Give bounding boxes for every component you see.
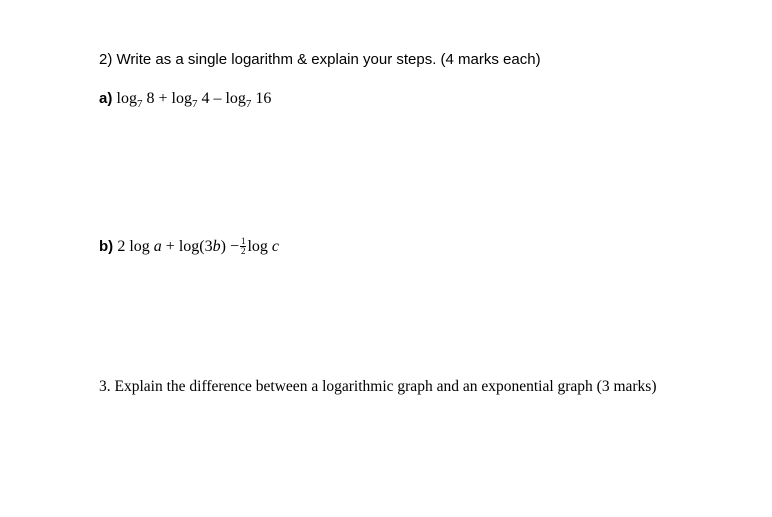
log-close: ) — [220, 238, 226, 256]
fraction-numerator: 1 — [240, 236, 246, 246]
log-term-3: log — [225, 90, 246, 107]
plus-sign: + — [154, 90, 172, 107]
variable-b: b — [212, 238, 221, 256]
part-b-expression — [117, 238, 279, 255]
log-base-1: 7 — [136, 98, 143, 110]
fraction-denominator: 2 — [240, 246, 246, 256]
log-arg-1: 8 — [142, 90, 155, 107]
minus-sign: – — [209, 90, 226, 107]
fraction-one-half — [240, 237, 247, 256]
question-2a — [99, 90, 271, 108]
coef-log: 2 log — [117, 238, 154, 256]
log-c: log — [247, 238, 272, 256]
variable-c: c — [271, 238, 280, 256]
part-b-label: b) — [99, 238, 114, 256]
minus-sign: − — [225, 238, 239, 256]
log-term-1: log — [116, 90, 137, 107]
log-term-2: log — [171, 90, 192, 107]
part-a-label: a) — [99, 90, 113, 107]
log-arg-2: 4 — [197, 90, 210, 107]
question-2b — [99, 238, 279, 257]
log-arg-3: 16 — [251, 90, 272, 107]
plus-sign: + — [161, 238, 179, 256]
question-3-prompt: 3. Explain the difference between a logarithmic graph and an exponential graph (3 marks) — [99, 378, 657, 395]
question-2-prompt: 2) Write as a single logarithm & explain your steps. (4 marks each) — [99, 51, 541, 68]
part-a-expression — [116, 90, 272, 110]
log-base-3: 7 — [245, 98, 252, 110]
log-open: log(3 — [178, 238, 213, 256]
variable-a: a — [153, 238, 162, 256]
log-base-2: 7 — [191, 98, 198, 110]
